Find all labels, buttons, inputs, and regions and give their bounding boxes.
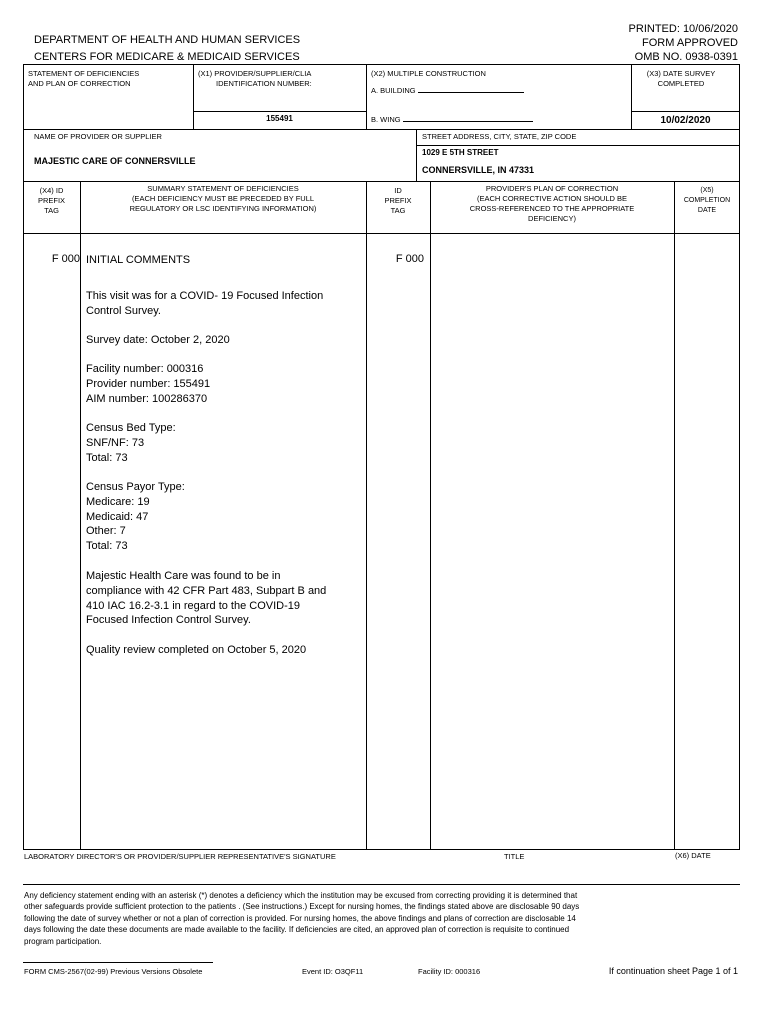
- entry-paragraph: Quality review completed on October 5, 2020: [86, 644, 307, 656]
- agency-title: CENTERS FOR MEDICARE & MEDICAID SERVICES: [34, 51, 300, 63]
- entry-paragraph: Survey date: October 2, 2020: [86, 334, 230, 346]
- facility-id: Facility ID: 000316: [418, 967, 481, 976]
- entry-paragraph: Census Payor Type: Medicare: 19 Medicaid: 47 Other: 7 Total: 73: [86, 481, 185, 553]
- plan-header: PROVIDER'S PLAN OF CORRECTION (EACH CORRECTIVE ACTION SHOULD BE CROSS-REFERENCED TO THE APPROPRIATE DEFICIENCY): [469, 184, 635, 223]
- entry-paragraph: Census Bed Type: SNF/NF: 73 Total: 73: [86, 422, 176, 464]
- building-field: A. BUILDING: [371, 84, 524, 96]
- signature-label: LABORATORY DIRECTOR'S OR PROVIDER/SUPPLIER REPRESENTATIVE'S SIGNATURE: [24, 852, 336, 861]
- signature-title: TITLE: [504, 852, 525, 861]
- form-approved: FORM APPROVED: [642, 37, 738, 49]
- entry-paragraph: This visit was for a COVID- 19 Focused Infection Control Survey.: [86, 290, 324, 317]
- tag-left: F 000: [51, 253, 80, 265]
- omb-number: OMB NO. 0938-0391: [634, 51, 738, 63]
- x1-label: (X1) PROVIDER/SUPPLIER/CLIA IDENTIFICATION NUMBER:: [198, 69, 312, 88]
- entry-heading: INITIAL COMMENTS: [86, 254, 191, 266]
- address-label: STREET ADDRESS, CITY, STATE, ZIP CODE: [422, 132, 577, 141]
- x4-header: (X4) ID PREFIX TAG: [37, 186, 66, 215]
- department-title: DEPARTMENT OF HEALTH AND HUMAN SERVICES: [34, 34, 301, 46]
- wing-field: B. WING: [371, 113, 533, 125]
- continuation-page: If continuation sheet Page 1 of 1: [608, 966, 738, 976]
- entry-paragraph: Facility number: 000316 Provider number: 155491 AIM number: 100286370: [86, 363, 211, 405]
- x2-label: (X2) MULTIPLE CONSTRUCTION: [371, 69, 486, 78]
- x1-value: 155491: [266, 114, 293, 123]
- provider-name: MAJESTIC CARE OF CONNERSVILLE: [34, 156, 196, 166]
- form-id: FORM CMS-2567(02-99) Previous Versions Obsolete: [24, 967, 203, 976]
- summary-header: SUMMARY STATEMENT OF DEFICIENCIES (EACH DEFICIENCY MUST BE PRECEDED BY FULL REGULATORY OR LSC IDENTIFYING INFORMATION): [129, 184, 317, 213]
- address-line1: 1029 E 5TH STREET: [422, 148, 499, 157]
- disclaimer: Any deficiency statement ending with an asterisk (*) denotes a deficiency which the institution may be excused from correcting providing it is determined that other safeguards provide sufficient protection to the patients . (See instructions.) Except for nursing homes, the findings stated above are disclosable 90 days following the date of survey whether or not a plan of correction is provided. For nursing homes, the above findings and plans of correction are disclosable 14 days following the date these documents are made available to the facility. If deficiencies are cited, an approved plan of correction is requisite to continued program participation.: [24, 891, 580, 946]
- entry-paragraph: Majestic Health Care was found to be in compliance with 42 CFR Part 483, Subpart B and 410 IAC 16.2-3.1 in regard to the COVID-19 Focused Infection Control Survey.: [86, 570, 327, 627]
- signature-date: (X6) DATE: [675, 851, 711, 860]
- printed-date: PRINTED: 10/06/2020: [628, 23, 738, 35]
- provider-name-label: NAME OF PROVIDER OR SUPPLIER: [34, 132, 162, 141]
- statement-label: STATEMENT OF DEFICIENCIES AND PLAN OF CORRECTION: [28, 69, 140, 88]
- event-id: Event ID: O3QF11: [302, 967, 364, 976]
- survey-completed-date: 10/02/2020: [660, 115, 711, 126]
- x3-label: (X3) DATE SURVEY COMPLETED: [646, 69, 716, 88]
- address-line2: CONNERSVILLE, IN 47331: [422, 165, 535, 175]
- x5-header: (X5) COMPLETION DATE: [683, 187, 731, 214]
- id-prefix-header: ID PREFIX TAG: [384, 186, 412, 215]
- tag-right: F 000: [395, 253, 424, 265]
